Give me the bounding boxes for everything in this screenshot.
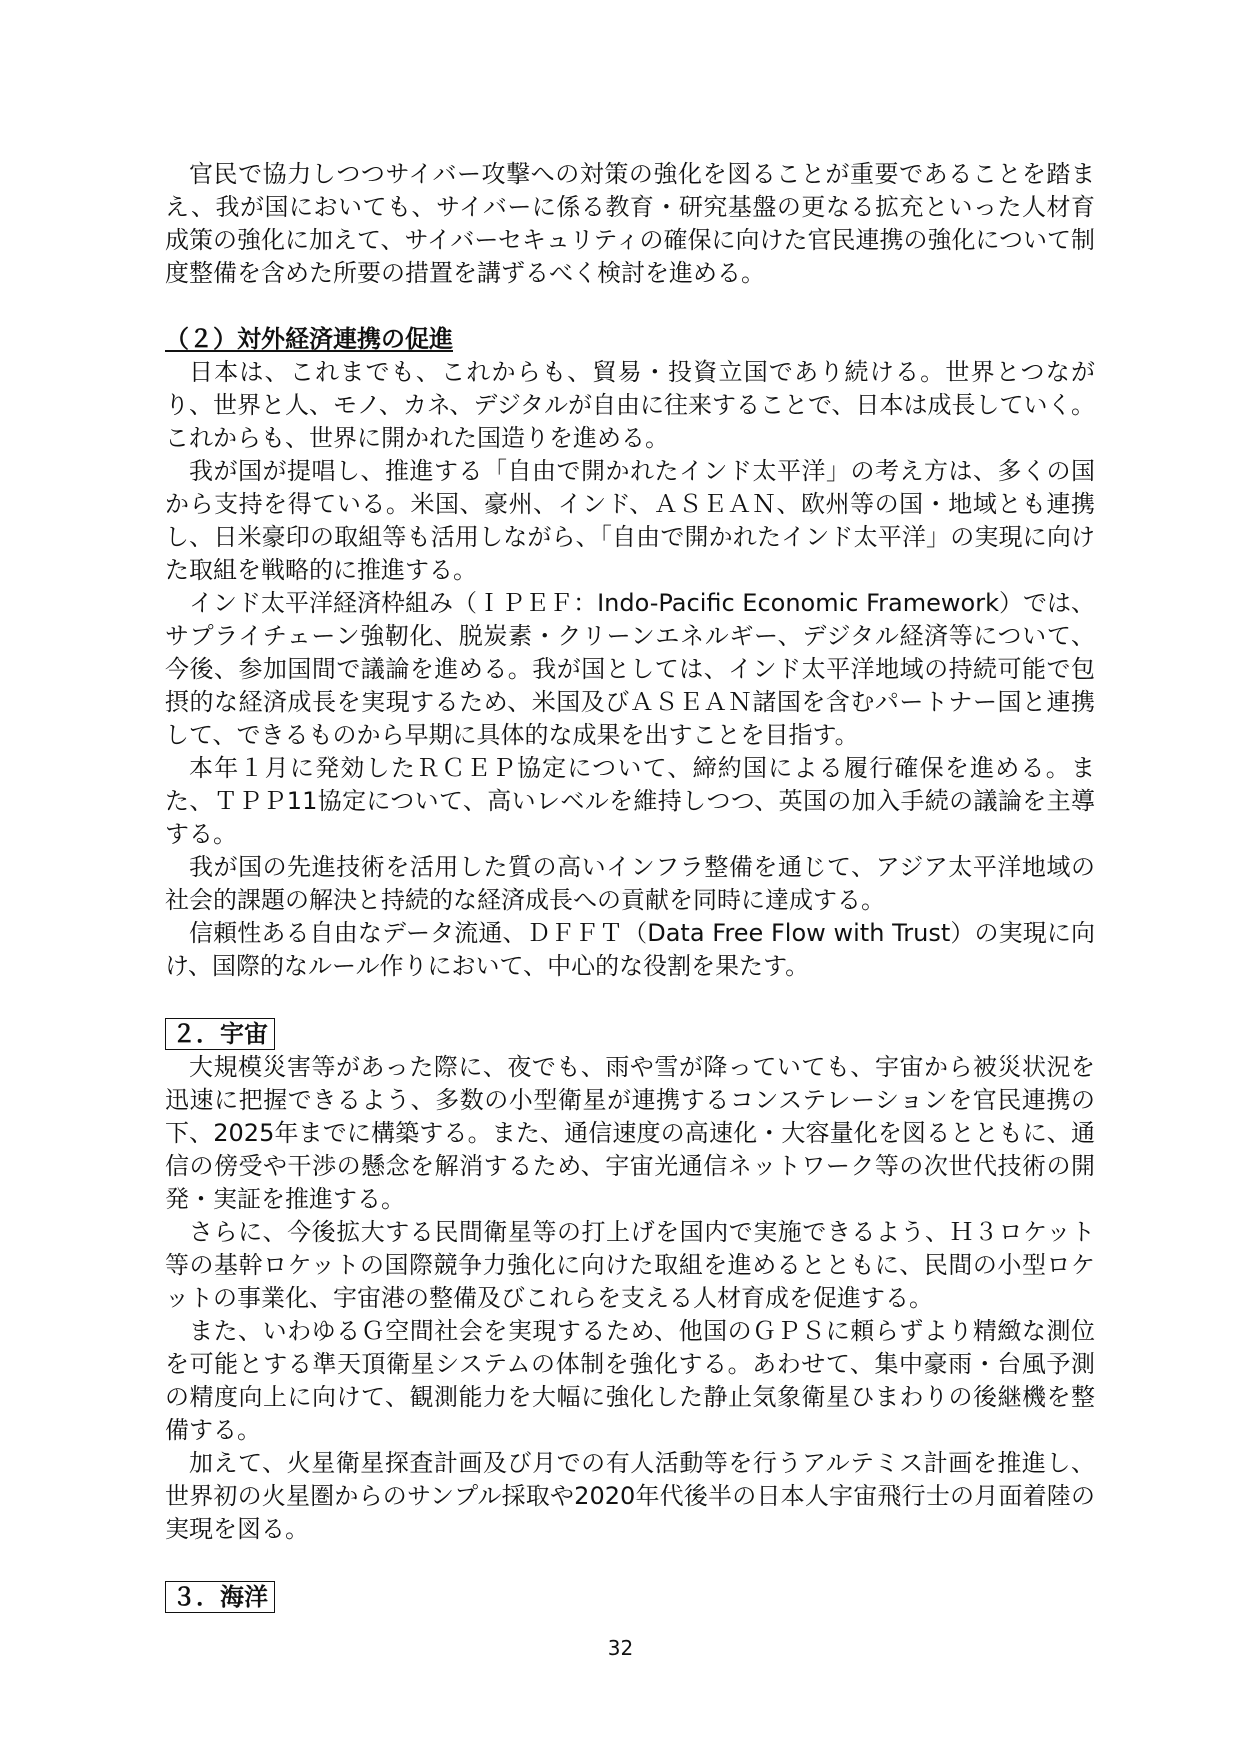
paragraph: 日本は、これまでも、これからも、貿易・投資立国であり続ける。世界とつながり、世界と人、モノ、カネ、デジタルが自由に往来することで、日本は成長していく。これからも、世界に開かれた国造りを進める。 (165, 358, 1095, 452)
paragraph: 我が国が提唱し、推進する「自由で開かれたインド太平洋」の考え方は、多くの国から支持を得ている。米国、豪州、インド、ＡＳＥＡＮ、欧州等の国・地域とも連携し、日米豪印の取組等も活用しながら、「自由で開かれたインド太平洋」の実現に向けた取組を戦略的に推進する。 (165, 457, 1095, 584)
paragraph: 信頼性ある自由なデータ流通、ＤＦＦＴ（Data Free Flow with Trust）の実現に向け、国際的なルール作りにおいて、中心的な役割を果たす。 (165, 919, 1095, 980)
subsection-heading-external-economic: （２）対外経済連携の促進 (165, 325, 453, 353)
paragraph: また、いわゆるＧ空間社会を実現するため、他国のＧＰＳに頼らずより精緻な測位を可能とする準天頂衛星システムの体制を強化する。あわせて、集中豪雨・台風予測の精度向上に向けて、観測能力を大幅に強化した静止気象衛星ひまわりの後継機を整備する。 (165, 1317, 1095, 1444)
section-heading-space: ２．宇宙 (165, 1018, 275, 1050)
paragraph: 本年１月に発効したＲＣＥＰ協定について、締約国による履行確保を進める。また、ＴＰＰ11協定について、高いレベルを維持しつつ、英国の加入手続の議論を主導する。 (165, 754, 1095, 848)
paragraph: 加えて、火星衛星探査計画及び月での有人活動等を行うアルテミス計画を推進し、世界初の火星圏からのサンプル採取や2020年代後半の日本人宇宙飛行士の月面着陸の実現を図る。 (165, 1449, 1095, 1543)
paragraph: さらに、今後拡大する民間衛星等の打上げを国内で実施できるよう、Ｈ３ロケット等の基幹ロケットの国際競争力強化に向けた取組を進めるとともに、民間の小型ロケットの事業化、宇宙港の整備及びこれらを支える人材育成を促進する。 (165, 1218, 1095, 1312)
section-heading-ocean: ３．海洋 (165, 1581, 275, 1613)
paragraph: インド太平洋経済枠組み（ＩＰＥＦ：Indo-Pacific Economic Framework）では、サプライチェーン強靭化、脱炭素・クリーンエネルギー、デジタル経済等について、今後、参加国間で議論を進める。我が国としては、インド太平洋地域の持続可能で包摂的な経済成長を実現するため、米国及びＡＳＥＡＮ諸国を含むパートナー国と連携して、できるものから早期に具体的な成果を出すことを目指す。 (165, 589, 1095, 749)
page-body (165, 158, 1095, 1614)
page-number: 32 (607, 1636, 634, 1660)
spacer (165, 983, 1095, 1016)
paragraph: 大規模災害等があった際に、夜でも、雨や雪が降っていても、宇宙から被災状況を迅速に把握できるよう、多数の小型衛星が連携するコンステレーションを官民連携の下、2025年までに構築する。また、通信速度の高速化・大容量化を図るとともに、通信の傍受や干渉の懸念を解消するため、宇宙光通信ネットワーク等の次世代技術の開発・実証を推進する。 (165, 1053, 1095, 1213)
cyber-paragraph: 官民で協力しつつサイバー攻撃への対策の強化を図ることが重要であることを踏まえ、我が国においても、サイバーに係る教育・研究基盤の更なる拡充といった人材育成策の強化に加えて、サイバーセキュリティの確保に向けた官民連携の強化について制度整備を含めた所要の措置を講ずるべく検討を進める。 (165, 160, 1095, 287)
spacer (165, 290, 1095, 323)
paragraph: 我が国の先進技術を活用した質の高いインフラ整備を通じて、アジア太平洋地域の社会的課題の解決と持続的な経済成長への貢献を同時に達成する。 (165, 853, 1095, 914)
spacer (165, 1546, 1095, 1579)
